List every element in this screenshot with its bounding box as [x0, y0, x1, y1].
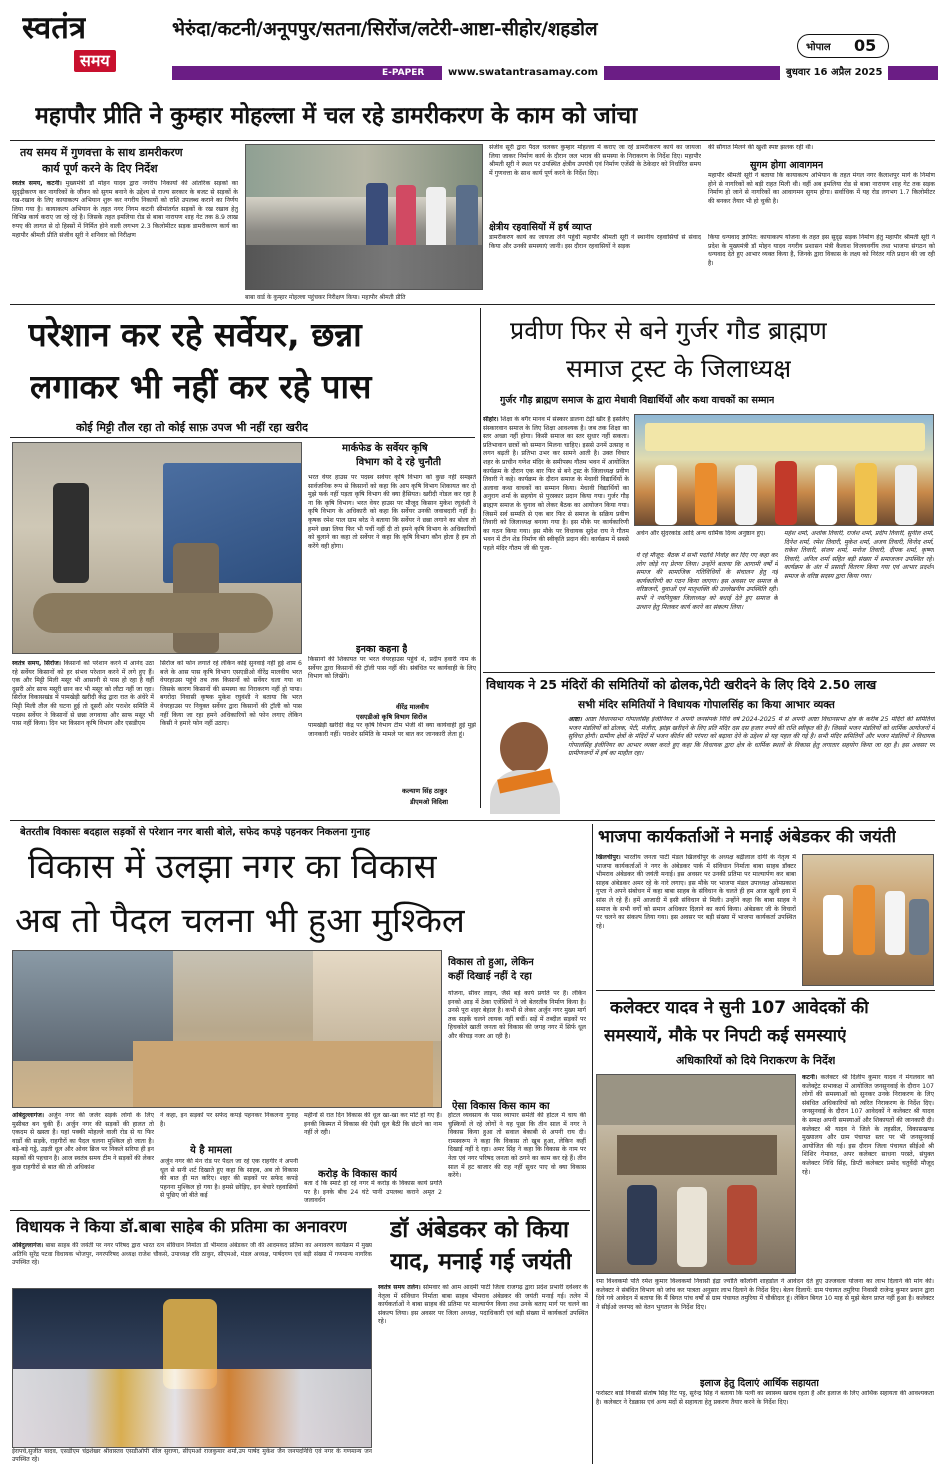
cities-strip: भेरुंदा/कटनी/अनूपपुर/सतना/सिरोंज/लटेरी-आष्टा-सीहोर/शहडोल	[172, 19, 598, 40]
story8-headline: भाजपा कार्यकर्ताओं ने मनाई अंबेडकर की जयंती	[598, 827, 896, 847]
story9-subhead: अधिकारियों को दिये निराकरण के निर्देश	[676, 1054, 836, 1067]
story4-subhead: सभी मंदिर समितियों ने विधायक गोपालसिंह का किया आभार व्यक्त	[578, 699, 835, 711]
story3-photo	[634, 414, 934, 526]
column-divider	[480, 308, 481, 808]
story7-body-text: सोमवार को आम आदमी पार्टी जिला राजगढ़ द्वारा प्रदेश प्रभारी दर्वेश्वर के नेतृत्व में संविधान निर्माता बाबा साहब भीमराव अंबेडकर की जयंती मनाई गई। तलेन में कार्यकर्ताओं ने बाबा साहब की प्रतिमा पर माल्यार्पण किया तथा उनके बताए मार्ग पर चलने का संकल्प लिया। इस अवसर पर जिला अध्यक्ष, पदाधिकारी एवं बड़ी संख्या में कार्यकर्ता उपस्थित रहे।	[378, 1284, 588, 1326]
story3-body-left	[483, 416, 629, 666]
story4-body	[568, 716, 935, 814]
story9-body-bottom: रमा विश्वकर्मा पति रमेश कुमार विश्वकर्मा निवासी इंद्रा ज्योति कॉलोनी शाहडोल ने आवेदन देते हुए उज्जवला योजना का लाभ दिलाने की मांग की। कलेक्टर ने संबंधित विभाग को जांच कर पात्रता अनुसार लाभ दिलाने के निर्देश दिए। बेतन दिलायें: ग्राम पंचायत तमुरिया निवासी राजेन्द्र कुमार प्रधान द्वारा दिये गये आवेदन में बताया कि मैं बिगत पांच वर्षों से ग्राम पंचायत तमुरिया में चौकीदार हूं। लेकिन बिगत 10 माह से मुझे बेतन प्राप्त नहीं हुआ है। कलेक्टर ने सीईओ जनपद को वेतन भुगतान के निर्देश दिए।	[596, 1278, 934, 1311]
story5-side-head1: विकास तो हुआ, लेकिन	[448, 957, 534, 968]
story1-body-right2: महापौर श्रीमती सूरी ने बताया कि कायाकल्प अभियान के तहत मंगल नगर कैलाशपुर मार्ग के निर्माण होने से नागरिकों को बड़ी राहत मिली थी। वहीं अब इमलिया रोड से बाबा नारायण शाह गेट तक सड़क निर्माण हो जाने से नागरिकों का आवागमन सुगम होगा। सर्वाधिक में यह रोड लगभग 1.7 किलोमीटर की बनकर तैयार भी हो चुकी है।	[708, 172, 935, 205]
story2-photo	[12, 442, 302, 654]
story5-side-head2: कहीं दिखाई नहीं दे रहा	[448, 971, 532, 982]
story3-body-right: महेश शर्मा, अशोक तिवारी, राजेश शर्मा, प्रदीप तिवारी, सुनील शर्मा, दिनेश शर्मा, रमेश तिवारी, मुकेश शर्मा, अजय तिवारी, विनोद शर्मा, राकेश तिवारी, संजय शर्मा, मनोज तिवारी, दीपक शर्मा, कृष्णा तिवारी, अनिल शर्मा सहित बड़ी संख्या में समाजजन उपस्थित रहे। कार्यक्रम के अंत में प्रसादी वितरण किया गया एवं आभार प्रदर्शन समाज के वरिष्ठ सदस्य द्वारा किया गया।	[784, 530, 934, 580]
story5-photo	[12, 950, 442, 1108]
story7-body	[378, 1284, 588, 1464]
story6-dateline: ओबेदुल्लागंज।	[12, 1242, 44, 1249]
story2-body-mid: सिरोंज को फोन लगाते रहे लेकिन कोई सुनवाई नहीं हुई शाम 6 बजे के आस पास कृषि विभाग एसएडीओ वीरेंद्र मालवीय भरत वेयरहाउस पहुंचे तब तक किसानों को सर्वेयर चला गया था जिसके कारण किसानों की समस्या का निराकरण नहीं हो पाया। बगरोदा निवासी कृषक मुकेश रघुवंशी ने बताया कि भरत वेयरहाउस पर नियुक्त सर्वेयर द्वारा किसानों की ट्रॉली को पास नहीं किया जा रहा हमने अधिकारियों को फोन लगाए लेकिन किसी ने हमारे फोन नहीं उठाए।	[160, 660, 302, 728]
divider	[483, 672, 935, 673]
story7-headline2: याद, मनाई गई जयंती	[390, 1249, 572, 1275]
story1-body-right1: की सौगात मिलने की खुशी स्पष्ट झलक रही थी।	[708, 144, 814, 151]
divider	[596, 990, 935, 991]
story1-photo-caption: बाबा वार्ड के कुम्हार मोहल्ला पहुंचकर निरीक्षण किया। महापौर श्रीमती प्रीति	[245, 294, 406, 301]
story9-headline1: कलेक्टर यादव ने सुनी 107 आवेदकों की	[610, 998, 869, 1018]
story1-body-mid2: डामरीकरण कार्य का जायजा लेने पहुंची महापौर श्रीमती सूरी ने स्थानीय रहवासियों से संवाद किया और उनकी समस्याएं जानी। इस दौरान रहवासियों ने सड़क	[489, 234, 701, 250]
site-url[interactable]: www.swatantrasamay.com	[442, 65, 604, 81]
divider	[10, 304, 935, 305]
story5-body-left	[12, 1112, 154, 1206]
story9-headline2: समस्यायें, मौके पर निपटी कई समस्याएं	[604, 1026, 847, 1046]
story6-caption: ईरापचे,सुजीत यादव, एसडीएम चंद्रशेखर श्रीवास्तव एसडीओपी शील सुराणा, सीएमओ राजकुमार शर्मा,उप पार्षद मुकेश जैन जनपदनिधि एवं नगर के गणमान्य जन उपस्थित रहे।	[12, 1448, 372, 1463]
story6-photo	[12, 1288, 372, 1448]
story5-headline1: विकास में उलझा नगर का विकास	[28, 847, 437, 887]
page-number: 05	[854, 36, 877, 55]
masthead	[0, 0, 945, 88]
story1-sub-mid: क्षेत्रीय रहवासियों में हर्ष व्याप्त	[489, 222, 592, 233]
story6-body	[12, 1242, 372, 1288]
story1-dateline: स्वतंत्र समय, कटनी।	[12, 180, 62, 187]
story2-dateline: स्वतंत्र समय, सिरोंज।	[12, 660, 62, 667]
story9-body-right	[802, 1074, 934, 1274]
divider	[10, 820, 935, 821]
story5-body-mid3: महीनों से रात दिन विकास की धूल खा-खा कर मोटे हो गए हैं। इनकी किस्मत में विकास की ऐसी धूल बैठी कि छंटने का नाम नहीं ले रही।	[304, 1112, 442, 1137]
story5-dateline: ओबेदुल्लागंज।	[12, 1112, 45, 1119]
story2-quote2-name: कल्याण सिंह ठाकुर	[402, 787, 448, 795]
logo[interactable]	[22, 8, 152, 80]
story7-headline1: डॉ अंबेडकर को किया	[390, 1217, 569, 1243]
story2-quote1-role: एसएडीओ कृषि विभाग सिरोंज	[356, 713, 428, 721]
story2-body-quote2: पामखेड़ी खरीदी केंद्र पर कृषि विभाग टीम भेजी थी क्या कार्यवाही हुई मुझे जानकारी नहीं। पराशेर समिति के मामले पर बात कर जानकारी लेता हूं।	[308, 722, 476, 738]
story9-bottom-sub: इलाज हेतु दिलाएं आर्थिक सहायता	[700, 1378, 819, 1389]
divider	[10, 140, 935, 141]
story5-body-side2: होटल व्यवसाय के पास व्यापार समेती की होटल में चाय की चुस्कियों ले रहे लोगों ने यह पूछा कि तीन साल में नगर ने विकास किया हुआ तो सवाल बेकाबी से अपनी राय दी। रामस्वरूप ने कहा कि विकास तो खूब हुआ, लेकिन कहीं दिखाई नहीं दे रहा। अमर सिंह ने कहा कि विकास के नाम पर नेता एवं नगर परिषद जनता को ठगने का काम कर रहे हैं। तीन साल में हट बाजार की राह नहीं सुधर पाए वो क्या विकास करेंगे।	[448, 1112, 586, 1180]
story2-body-side: भरत वेयर हाउस पर पदस्थ सर्वेयर कृषि विभाग को कुछ नहीं समझते सार्वजनिक रूप से किसानों को कहा कि आप कृषि विभाग शिकायत कर दो मुझे फर्क नहीं पड़ता कृषि विभाग की क्या हैसियत। खरीदी नोडल कर रहा है ना कि कृषि विभाग। भरत वेयर हाउस पर मौजूद किसान मुकेश रघुवंशी ने कृषि विभाग के अधिकारी को कहा कि सर्वेयर उनकी जवाबदारी नहीं है। कृषक रमेश पाल ग्राम बरेठ ने बताया कि सर्वेयर ने छन्ना लगाने का बोला तो हमने छन्ना लिया फिर भी पर्ची नहीं दी तो हमने कृषि विभाग के अधिकारियों को बुलाने का कहा तो सर्वेयर ने कहा कि कृषि विभाग कौन होता है हम तो करेंगे वही होगा।	[308, 474, 476, 550]
divider	[10, 437, 475, 438]
story6-headline: विधायक ने किया डॉ.बाबा साहेब की प्रतिमा का अनावरण	[16, 1217, 348, 1236]
story5-headline2: अब तो पैदल चलना भी हुआ मुश्किल	[15, 901, 465, 941]
story2-side-head2: विभाग को दे रहे चुनौती	[356, 457, 442, 468]
story1-subhead1: तय समय में गुणवत्ता के साथ डामरीकरण	[20, 146, 183, 159]
story4-body-text: आष्टा विधानसभा गोपालसिंह इंजीनियर ने अपनी जनसंपर्क निधि वर्ष 2024-2025 में से अपनी आष्टा विधानसभा क्षेत्र के करीब 25 मंदिरों की समितियों भजन मंडलियों को ढोलक, पेटी, मंजीरा, झांझ खरीदने के लिए प्रति मंदिर दस दस हजार रुपये की राशि स्वीकृत की है। जिससे भजन मंडलियों को धार्मिक आयोजनों में सुविधा होगी। ग्रामीण क्षेत्रों के मंदिरों में भजन कीर्तन की परंपरा को बढ़ावा देने के उद्देश्य से यह पहल की गई है। सभी मंदिर समितियों और भजन मंडलियों ने विधायक गोपालसिंह इंजीनियर का आभार व्यक्त करते हुए कहा कि विधायक द्वारा क्षेत्र के धार्मिक स्थलों के विकास हेतु लगातार सहयोग किया जा रहा है। इस अवसर पर ग्रामीणजनों में हर्ष का माहौल रहा।	[568, 716, 935, 758]
story2-body-side2: किसानों की शिकायत पर भरत वेयरहाउस पहुंचे थे, प्रदीप हवारी नाम के सर्वेयर द्वारा किसानों की ट्रॉली पास नहीं की। संबंधित पर कार्यवाही के लिए विभाग को लिखेंगे।	[308, 656, 476, 681]
story5-body-left-text: अर्जुन नगर की जर्जर सड़कें लोगों के लिए मुसीबत बन चुकी हैं। अर्जुन नगर की सड़कों की हालत तो एकदम से खस्ता है। यहां पक्की मोहल्ले वाली रोड से या फिर वार्डों की सड़कें, राहगीरों का पैदल चलना मुश्किल हो जाता है। बड़े-बड़े गड्ढे, उड़ती धूल और ओवर ब्रिज पर निकले सरिया ही इन सड़कों की पहचान है। आज स्वतंत्र समय टीम ने सड़कों की लेकर कुछ राहगीरों से बात की तो अधिकांश	[12, 1112, 154, 1171]
story9-body-right-text: कलेक्टर श्री दिलीप कुमार यादव ने मंगलवार को कलेक्ट्रेट सभाकक्ष में आयोजित जनसुनवाई के दौरान 107 लोगों की समस्याओं को सुनकर उनके निराकरण के लिए संबंधित अधिकारियों को त्वरित निराकरण के निर्देश दिए। जनसुनवाई के दौरान 107 आवेदकों ने कलेक्टर श्री यादव के समक्ष अपनी समस्याओं और शिकायतों की जानकारी दी। कलेक्टर श्री यादव ने जिले के तहसील, विकासखण्ड मुख्यालय और ग्राम पंचायत स्तर पर भी जनसुनवाई आयोजित की गई। इस दौरान जिला पंचायत सीईओ श्री शिशिर गेमावत, अपर कलेक्टर साधना परस्ते, संयुक्त कलेक्टर निधि सिंह, डिप्टी कलेक्टर प्रमोद चतुर्वेदी मौजूद रहे।	[802, 1074, 934, 1176]
column-divider	[592, 824, 593, 1464]
edition-badge	[797, 34, 889, 58]
story2-sub-side2: इनका कहना है	[356, 644, 408, 655]
story8-body-text: भारतीय जनता पार्टी मंडल खिलचीपुर के अध्यक्ष बद्रीलाल दांगी के नेतृत्व में भाजपा कार्यकर्ताओं ने नगर के अंबेडकर पार्क में संविधान निर्माता बाबा साहब डॉक्टर भीमराव अंबेडकर की जयंती मनाई। इस अवसर पर उनकी प्रतिमा पर माल्यार्पण कर बाबा साहब अंबेडकर अमर रहे के नारे लगाए। इस मौके पर भाजपा मंडल उपाध्यक्ष ओमप्रकाश गुप्ता ने अपने संबोधन में कहा बाबा साहब के संविधान के चलते ही हम आज खुली हवा में सांस ले रहे हैं। हमें आजादी में इसी संविधान से मिली। उन्होंने कहा कि बाबा साहब ने समाज के सभी वर्गों को समान अधिकार दिलाने का कार्य किया। अंबेडकर जी के विचारों पर चलने का संकल्प लिया गया। इस अवसर पर बड़ी संख्या में भाजपा कार्यकर्ता उपस्थित रहे।	[596, 854, 796, 930]
story4-photo	[486, 716, 564, 814]
story5-side-sub: ऐसा विकास किस काम का	[452, 1101, 550, 1112]
story3-body-mid: ये रहे मौजूद: बैठक में सभी पदाधि निर्वाह कर दिए गए कहा कर लोग जोड़े गए प्रेरणा लिया। उन्होंने बताया कि आगामी वर्षों में समाज की सामाजिक गतिविधियों के संचालन हेतु नई कार्यकारिणी का गठन किया जाएगा। इस अवसर पर समाज के वरिष्ठजनों, युवाओं एवं मातृशक्ति की उल्लेखनीय उपस्थिति रही। सभी ने नवनियुक्त जिलाध्यक्ष को बधाई देते हुए समाज के उत्थान हेतु मिलकर कार्य करने का संकल्प लिया।	[636, 552, 778, 611]
story8-photo	[802, 854, 934, 986]
story2-quote1-name: वीरेंद्र मालवीय	[396, 703, 429, 711]
story2-subhead: कोई मिट्टी तौल रहा तो कोई साफ़ उपज भी नहीं रहा खरीद	[76, 421, 309, 434]
story3-subhead: गुर्जर गौड़ ब्राह्मण समाज के द्वारा मेधावी विद्यार्थियों और कथा वाचकों का सम्मान	[500, 395, 775, 406]
story3-body-left-text: शिक्षा के बगैर मानव में संस्कार डालना टेढ़ी खीर है इसलिए संस्कारवान समाज के लिए शिक्षा आवश्यक है। जब तक शिक्षा का स्तर अच्छा नहीं होगा। किसी समाज का स्तर सुधार नहीं सकता। प्रतिभावान छात्रों को सम्मान मिलना चाहिए। इससे उनमें उत्साह व लगन बढ़ती है। प्रतिभा उभर कर सामने आती है। उक्त विचार शहर के प्राचीन गणेश मंदिर के समीपस्थ गौतम भवन में आयोजित कार्यक्रम के दौरान एक बार फिर से बने ट्रस्ट के जिलाध्यक्ष प्रवीण तिवारी ने कहे। कार्यक्रम के दौरान समाज के मेधावी विद्यार्थियों के अलावा कथा वाचकों का सम्मान किया। मेधावी विद्यार्थियों का अनुराग शर्मा के सहयोग से पुरस्कार प्रदान किया गया। गुर्जर गौड़ ब्राह्मण समाज के चुनाव को लेकर बैठक का आयोजन किया गया। जिसमें सर्व सम्मति से एक बार फिर से समाज के सक्रिय प्रवीण तिवारी को जिलाध्यक्ष बनाया गया है। इस मौके पर कार्यकारिणी का गठन किया गया। इस मौके पर विधायक सुदेश राय ने गौतम भवन में टीन शेड निर्माण की स्वीकृति प्रदान की। कार्यक्रम में सबसे पहले मंदिर गौतम जी की पूजा-	[483, 416, 629, 552]
story2-headline2: लगाकर भी नहीं कर रहे पास	[30, 367, 372, 406]
story9-photo	[596, 1074, 796, 1274]
edition-city: भोपाल	[806, 42, 831, 53]
issue-date: बुधवार 16 अप्रैल 2025	[780, 65, 888, 81]
story6-body-text: बाबा साहब की जयंती पर नगर परिषद द्वारा भारत रत्न संविधान निर्माता डॉ भीमराव अंबेडकर जी की आदमकद प्रतिमा का अनावरण कार्यक्रम में मुख्य अतिथि सुरेंद्र पटवा विधायक भोजपुर, नगरपरिषद अध्यक्ष राजेश चौकसे, उपाध्यक्ष रवि ठाकुर, सीएमओ, मंडल अध्यक्ष, पार्षदगण एवं बड़ी संख्या में गणमान्य नागरिक उपस्थित रहे।	[12, 1242, 372, 1267]
story5-mid-sub2: करोड़ के विकास कार्य	[318, 1169, 398, 1180]
story8-dateline: खिलचीपुर।	[596, 854, 621, 861]
divider	[10, 1210, 590, 1211]
story1-sub-right: सुगम होगा आवागमन	[750, 160, 824, 171]
story5-mid-sub: ये है मामला	[190, 1145, 232, 1156]
story5-body-mid: ने कहा, इन सड़कों पर सफेद कपड़े पहनकर निकलना गुनाह है।	[160, 1112, 298, 1128]
story2-headline1: परेशान कर रहे सर्वेयर, छन्ना	[28, 315, 362, 354]
story5-body-side: योजना, सीवर लाइन, जैसे बड़े कार्य प्रगति पर हैं। लेकिन इनको आड़ में ठेका एजेंसियों ने जो बेतरतीब निर्माण किया है। उनसे पूरा शहर बेहाल है। कभी से लेकर अर्जुन नगर मुख्य मार्ग तक सड़कें चलने लायक नहीं बचीं। सड़ें में तब्दील सड़कों पर हिचकोले खाती जनता को विकास की जगह नगर में सिर्फ धूल और कीचड़ नजर आ रही है।	[448, 990, 586, 1040]
story2-body-left	[12, 660, 154, 820]
story3-photo-caption: अर्चन और सुंदरकांड आदि अन्य धार्मिक दिव्य अनुष्ठान हुए।	[636, 530, 766, 537]
story3-dateline: सीहोर।	[483, 416, 499, 423]
story1-body-right3: किया धन्यवाद ज्ञापित: कायाकल्प योजना के तहत इस सुदृढ़ सड़क निर्माण हेतु महापौर श्रीमती सूरी ने प्रदेश के मुख्यमंत्री डॉ मोहन यादव नगरीय प्रशासन मंत्री कैलाश विजयवर्गीय तथा भाजपा संगठन को धन्यवाद देते हुए आभार व्यक्त किया है, जिनके द्वारा विकास के लक्ष्य को निरंतर गति प्रदान की जा रही है।	[708, 234, 935, 267]
story1-photo	[245, 144, 483, 290]
story2-side-head1: मार्कफेड के सर्वेयर कृषि	[342, 443, 428, 454]
logo-bottom-text: समय	[74, 50, 116, 72]
story5-kicker: बेतरतीब विकासः बदहाल सड़कों से परेशान नगर बासी बोले, सफेद कपड़े पहनकर निकलना गुनाह	[20, 827, 370, 838]
story1-subhead2: कार्य पूर्ण करने के दिए निर्देश	[42, 162, 158, 175]
story4-headline: विधायक ने 25 मंदिरों की समितियों को ढोलक,पेटी खरीदने के लिए दिये 2.50 लाख	[486, 677, 877, 692]
story2-body-left-text: किसानों को परेशान करने में आनंद उठा रहे सर्वेयर किसानों को हर संभव परेशान करने में लगे हुए हैं। एक और मिट्टी मिली मसूर भी आसानी से पास हो रहा है वहीं दूसरी ओर साफ मसूरी छान कर भी मसूर को लौटा नहीं जा रहा। सिरोंज विकासखंड में पामखेड़ी खरीदी केंद्र द्वारा रात के अंधेरे में मिट्टी मिली तौल की घटना हुई तो दूसरी ओर पराशेर समिति में पदस्थ सर्वेयर ने किसानों से छन्ना लगवाया और साफ मसूर भी पास नहीं किया। दिन भर किसान कृषि विभाग और एसडीएम	[12, 660, 154, 728]
story8-body	[596, 854, 796, 984]
story3-headline1: प्रवीण फिर से बने गुर्जर गौड ब्राह्मण	[510, 316, 828, 345]
story5-body-mid4: बता दें कि स्मार्ट हो रहे नगर में करोड़ के विकास कार्य प्रगति पर है। इनके बीच 24 घंटे पानी उपलब्ध कराने अमृत 2 जलावर्धन	[304, 1180, 442, 1205]
logo-top-text: स्वतंत्र	[22, 10, 87, 46]
story3-headline2: समाज ट्रस्ट के जिलाध्यक्ष	[566, 354, 792, 383]
story1-body-mid: संजीव सूरी द्वारा पैदल चलकर कुम्हार मोहल्ला में कराए जा रहे डामरीकरण कार्य का जायजा लिया जाकर निर्माण कार्य के दौरान जल भराव की समस्या के निराकरण के निर्देश दिए। महापौर श्रीमती सूरी ने स्थल पर उपस्थित क्षेत्रीय उपयंत्री एवं निर्माण एजेंसी के ठेकेदार को निर्धारित समय में गुणवत्ता के साथ कार्य पूर्ण करने के निर्देश दिए।	[489, 144, 701, 177]
story9-body-bottom2: फरोस्टर बार्ड निवासी संतोष सिंह रिंट पट्ट, सुरेन्द्र सिंह ने बताया कि पत्नी का स्वास्थ्य खराब रहता है और इलाज के लिए आर्थिक सहायता की आवश्यकता है। कलेक्टर ने रेडक्रास एवं अन्य मदों से सहायता हेतु प्रकरण तैयार करने के निर्देश दिए।	[596, 1390, 934, 1406]
epaper-label[interactable]: E-PAPER	[376, 66, 430, 80]
story1-body-left-text: मुख्यमंत्री डॉ मोहन यादव द्वारा नगरीय निकायों की आंतरिक सड़कों का सुदृढ़ीकरण कर नागरिकों के जीवन को सुगम बनाने के उद्देश्य से राज्य सरकार के बजट से सड़कों के रख-रखाव के लिए कायाकल्प अभियान शुरू कर नगरीय निकायों को राशि उपलब्ध कराने का निर्णय लिया गया है। कायाकल्प अभियान के तहत नगर निगम कटनी सीमांतर्गत सड़कों के रख रखाव हेतु विभिन्न कार्य कराए जा रहे रहे है। जिसके तहत इमलिया रोड से बाबा नारायण शाह गेट तक 8.9 लाख रुपए की लागत से दो हिस्सों में निर्मित होने वाली लगभग 2.3 किलोमीटर सड़क डामरीकरण कार्य का महापौर श्रीमती प्रीति संजीव सूरी ने शनिवार को निरीक्षण	[12, 180, 238, 239]
story5-body-mid2: अर्जुन नगर की मेन रोड पर पैदल जा रहे एक राहगीर ने अपनी धूल से सनी शर्ट दिखाते हुए कहा कि साहब, अब तो विकास की बात ही मत करिए। शहर की सड़कों पर सफेद कपड़े पहनना मुश्किल हो गया है। हमसे छोड़िए, इन बेचारे रहवासियों से पूछिए जो बीते कई	[160, 1158, 298, 1200]
story4-dateline: आष्टा।	[568, 716, 582, 723]
story7-dateline: स्वतंत्र समय तलेन।	[378, 1284, 421, 1291]
story2-quote2-role: डीएमओ विदिशा	[410, 798, 449, 806]
story1-headline: महापौर प्रीति ने कुम्हार मोहल्ला में चल रहे डामरीकरण के काम को जांचा	[35, 103, 638, 129]
story1-body-left	[12, 180, 238, 298]
story9-dateline: कटनी।	[802, 1074, 818, 1081]
